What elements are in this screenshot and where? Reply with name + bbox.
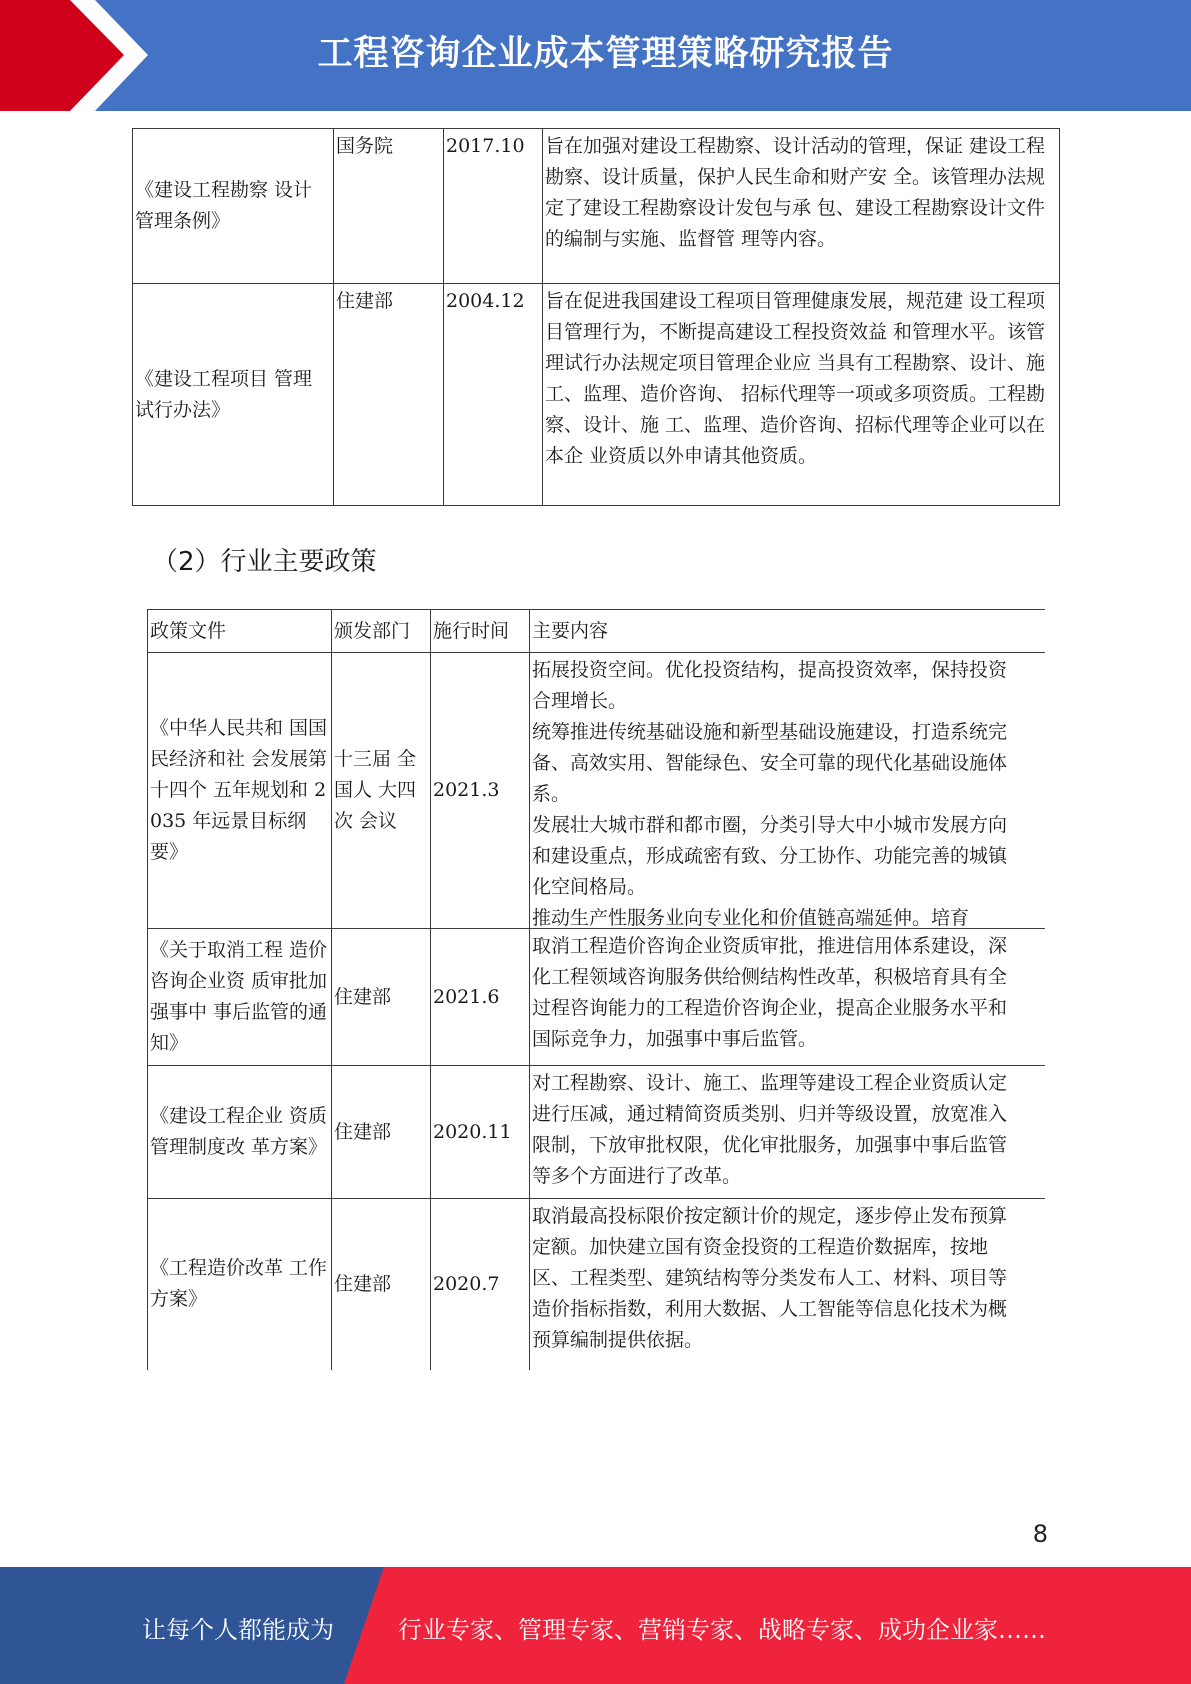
report-title: 工程咨询企业成本管理策略研究报告 [317, 34, 894, 74]
section-heading: （2）行业主要政策 [152, 547, 377, 577]
page-number: 8 [1032, 1520, 1048, 1548]
table-cell-doc: 《中华人民共和 国国民经济和社 会发展第十四个 五年规划和 2035 年远景目标纲 要》 [148, 653, 332, 929]
content-paragraph: 推动生产性服务业向专业化和价值链高端延伸。培育 [532, 907, 970, 928]
table-cell-date: 2020.11 [431, 1066, 530, 1199]
table-cell-dept: 住建部 [334, 284, 444, 506]
table-cell-doc: 《关于取消工程 造价咨询企业资 质审批加强事中 事后监管的通 知》 [148, 929, 332, 1066]
table-cell-doc: 《工程造价改革 工作方案》 [148, 1199, 332, 1370]
table-cell-date: 2017.10 [444, 129, 543, 284]
content-paragraph: 拓展投资空间。优化投资结构，提高投资效率，保持投资合理增长。 [532, 659, 1008, 712]
table-cell-date: 2021.3 [431, 653, 530, 929]
page-header [0, 0, 1191, 111]
header-dept: 颁发部门 [332, 610, 431, 653]
header-date: 施行时间 [431, 610, 530, 653]
table-cell-doc: 《建设工程企业 资质管理制度改 革方案》 [148, 1066, 332, 1199]
table-row [133, 129, 1060, 284]
header-content: 主要内容 [530, 610, 1045, 653]
table-header-row [148, 610, 1045, 653]
table-cell-content: 取消工程造价咨询企业资质审批，推进信用体系建设，深化工程领域咨询服务供给侧结构性改革，积极培育具有全过程咨询能力的工程造价咨询企业，提高企业服务水平和国际竞争力，加强事中事后监管。 [530, 929, 1045, 1066]
table-cell-content [530, 653, 1045, 929]
table-cell-content: 取消最高投标限价按定额计价的规定，逐步停止发布预算定额。加快建立国有资金投资的工程造价数据库，按地区、工程类型、建筑结构等分类发布人工、材料、项目等造价指标指数，利用大数据、人工智能等信息化技术为概预算编制提供依据。 [530, 1199, 1045, 1370]
table-row [148, 1199, 1045, 1370]
table-cell-dept: 住建部 [332, 1066, 431, 1199]
table-row [148, 653, 1045, 929]
regulation-table [132, 128, 1060, 506]
table-row [133, 284, 1060, 506]
policy-table [147, 609, 1045, 1370]
table-cell-dept: 国务院 [334, 129, 444, 284]
table-cell-dept: 住建部 [332, 929, 431, 1066]
table-cell-dept: 十三届 全国人 大四次 会议 [332, 653, 431, 929]
page-footer [0, 1567, 1191, 1684]
table-cell-date: 2020.7 [431, 1199, 530, 1370]
table-cell-doc: 《建设工程勘察 设计管理条例》 [133, 129, 334, 284]
table-row [148, 1066, 1045, 1199]
table-row [148, 929, 1045, 1066]
table-cell-content: 旨在促进我国建设工程项目管理健康发展，规范建 设工程项目管理行为，不断提高建设工程投资效益 和管理水平。该管理试行办法规定项目管理企业应 当具有工程勘察、设计、施工、监理、造价咨询、 招标代理等一项或多项资质。工程勘察、设计、施 工、监理、造价咨询、招标代理等企业可以在本企 业资质以外申请其他资质。 [543, 284, 1060, 506]
table-cell-date: 2021.6 [431, 929, 530, 1066]
table-cell-doc: 《建设工程项目 管理试行办法》 [133, 284, 334, 506]
footer-slogan-left: 让每个人都能成为 [142, 1616, 334, 1644]
table-cell-content: 旨在加强对建设工程勘察、设计活动的管理，保证 建设工程勘察、设计质量，保护人民生命和财产安 全。该管理办法规定了建设工程勘察设计发包与承 包、建设工程勘察设计文件的编制与实施、监督管 理等内容。 [543, 129, 1060, 284]
content-paragraph: 统筹推进传统基础设施和新型基础设施建设，打造系统完备、高效实用、智能绿色、安全可靠的现代化基础设施体系。 [532, 721, 1008, 805]
footer-slogan-right: 行业专家、管理专家、营销专家、战略专家、成功企业家…… [398, 1616, 1046, 1644]
table-cell-content: 对工程勘察、设计、施工、监理等建设工程企业资质认定进行压减，通过精简资质类别、归并等级设置，放宽准入限制，下放审批权限，优化审批服务，加强事中事后监管等多个方面进行了改革。 [530, 1066, 1045, 1199]
table-cell-date: 2004.12 [444, 284, 543, 506]
content-paragraph: 发展壮大城市群和都市圈，分类引导大中小城市发展方向和建设重点，形成疏密有致、分工协作、功能完善的城镇化空间格局。 [532, 814, 1008, 898]
table-cell-dept: 住建部 [332, 1199, 431, 1370]
header-doc: 政策文件 [148, 610, 332, 653]
